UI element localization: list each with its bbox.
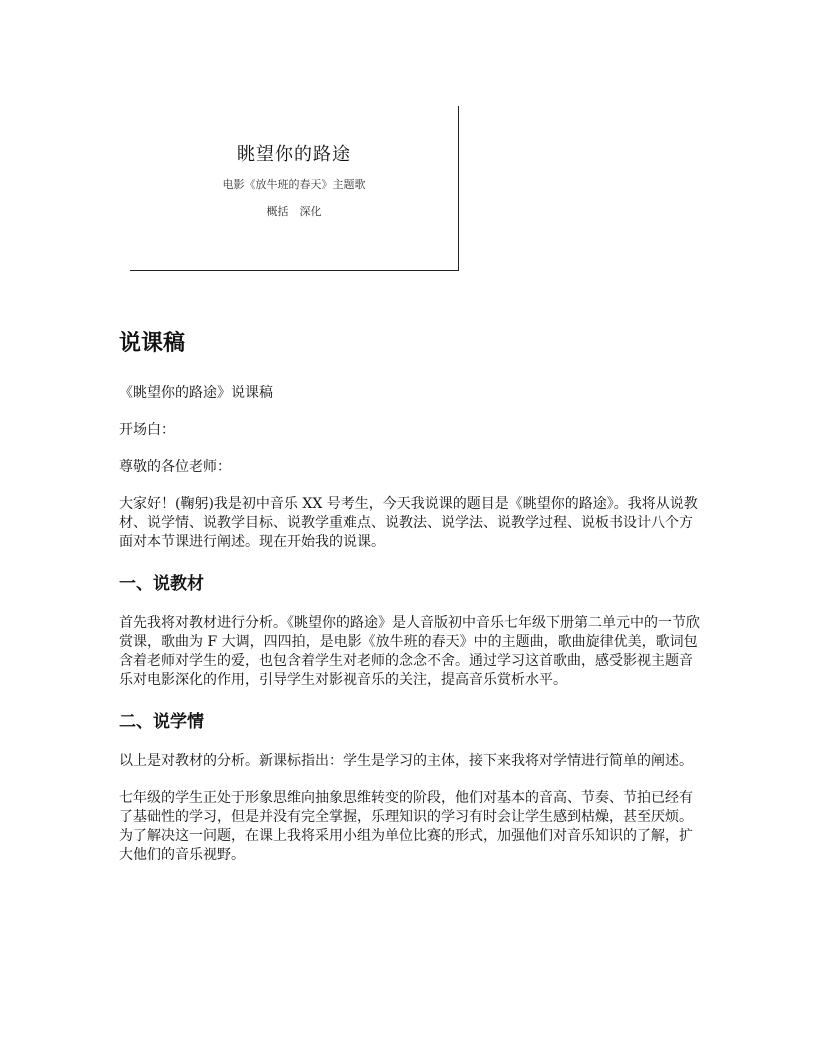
opening-label: 开场白： [119, 422, 175, 438]
figure-tags: 概括 深化 [266, 205, 322, 218]
intro-paragraph: 大家好！(鞠躬)我是初中音乐 XX 号考生，今天我说课的题目是《眺望你的路途》。我将从说教材、说学情、说教学目标、说教学重难点、说教法、说学法、说教学过程、说板书设计八个方面对本节课进行阐述。现在开始我的说课。 [119, 496, 698, 550]
title-figure [130, 106, 459, 271]
page-heading: 说课稿 [119, 331, 186, 356]
section-heading-students: 二、说学情 [119, 712, 204, 732]
students-paragraph-2: 七年级的学生正处于形象思维向抽象思维转变的阶段，他们对基本的音高、节奏、节拍已经有了基础性的学习，但是并没有完全掌握，乐理知识的学习有时会让学生感到枯燥，甚至厌烦。为了解决这一问题，在课上我将采用小组为单位比赛的形式，加强他们对音乐知识的了解，扩大他们的音乐视野。 [119, 790, 693, 863]
figure-title: 眺望你的路途 [237, 144, 351, 165]
document-body [119, 326, 701, 883]
students-paragraph-1: 以上是对教材的分析。新课标指出：学生是学习的主体，接下来我将对学情进行简单的阐述。 [119, 753, 693, 769]
section-heading-textbook: 一、说教材 [119, 574, 204, 594]
salutation: 尊敬的各位老师： [119, 459, 231, 475]
textbook-paragraph: 首先我将对教材进行分析。《眺望你的路途》是人音版初中音乐七年级下册第二单元中的一节欣赏课，歌曲为 F 大调，四四拍，是电影《放牛班的春天》中的主题曲，歌曲旋律优美，歌词包含着老师对学生的爱，也包含着学生对老师的念念不舍。通过学习这首歌曲，感受影视主题音乐对电影深化的作用，引导学生对影视音乐的关注，提高音乐赏析水平。 [119, 615, 700, 688]
document-title: 《眺望你的路途》说课稿 [119, 385, 273, 401]
figure-subtitle: 电影《放牛班的春天》主题歌 [222, 178, 366, 191]
